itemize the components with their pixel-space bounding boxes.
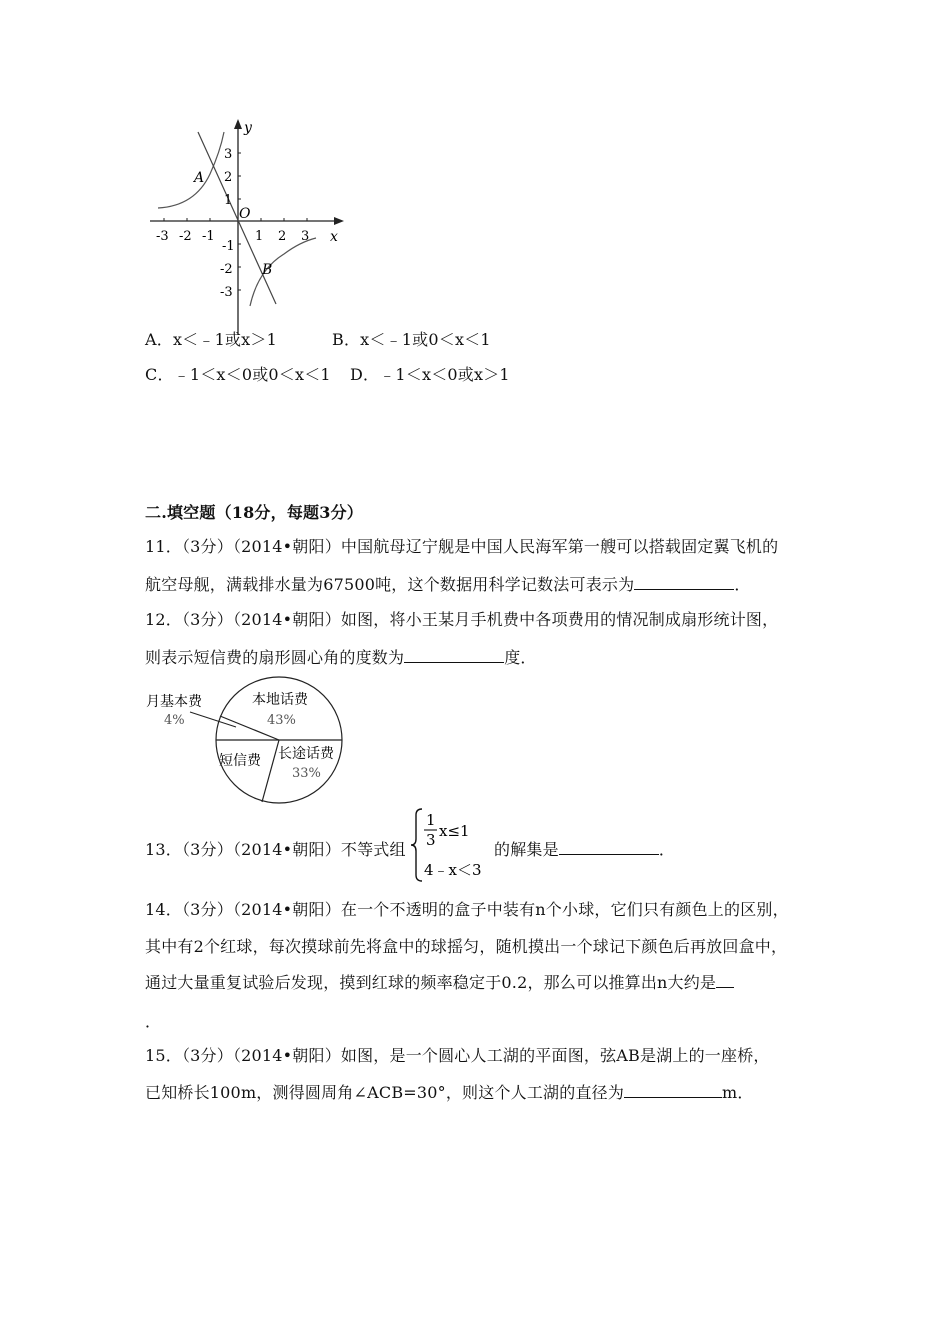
q12-end: 度． xyxy=(504,648,537,667)
option-c: C．﹣1＜x＜0或0＜x＜1 xyxy=(145,365,331,384)
q15-text: 已知桥长100m，测得圆周角∠ACB=30°，则这个人工湖的直径为 xyxy=(145,1083,625,1102)
x-tick-label: 2 xyxy=(278,229,287,244)
x-axis-arrow xyxy=(334,217,344,225)
q15-end: m． xyxy=(722,1083,754,1102)
hyperbola-right-branch xyxy=(250,238,316,306)
origin-label: O xyxy=(239,206,251,222)
pie-pct-local: 43% xyxy=(267,713,296,728)
q13-end: ． xyxy=(658,840,676,859)
y-tick-label: -1 xyxy=(222,239,235,254)
inequality-1-rest: x≤1 xyxy=(439,822,470,840)
q14-line2: 其中有2个红球，每次摸球前先将盒中的球摇匀，随机摸出一个球记下颜色后再放回盒中， xyxy=(145,937,788,956)
q15-line2 xyxy=(145,1080,754,1103)
x-tick-label: -3 xyxy=(156,229,169,244)
q13-text: 的解集是 xyxy=(494,840,559,859)
function-graph xyxy=(140,110,355,345)
y-axis-arrow xyxy=(234,119,242,129)
y-tick-label: -3 xyxy=(220,285,233,300)
pie-label-long: 长途话费 xyxy=(278,746,334,762)
point-b-label: B xyxy=(262,262,273,278)
fraction-denominator: 3 xyxy=(426,831,436,849)
q12-line1: 12．（3分）（2014•朝阳）如图，将小王某月手机费中各项费用的情况制成扇形统计图， xyxy=(145,610,779,629)
q13-post xyxy=(494,837,675,860)
q13-pre: 13．（3分）（2014•朝阳）不等式组 xyxy=(145,840,406,859)
y-tick-label: -2 xyxy=(220,262,233,277)
q14-line1: 14．（3分）（2014•朝阳）在一个不透明的盒子中装有n个小球，它们只有颜色上的区别， xyxy=(145,900,789,919)
q11-line1: 11．（3分）（2014•朝阳）中国航母辽宁舰是中国人民海军第一艘可以搭载固定翼飞机的 xyxy=(145,537,779,556)
inequality-system xyxy=(410,805,492,885)
pie-pct-monthly: 4% xyxy=(164,713,185,728)
answer-blank[interactable] xyxy=(404,648,504,663)
q14-text: 通过大量重复试验后发现，摸到红球的频率稳定于0.2，那么可以推算出n大约是 xyxy=(145,973,717,992)
q11-line2 xyxy=(145,572,751,595)
point-a-label: A xyxy=(194,170,205,186)
pie-label-sms: 短信费 xyxy=(219,753,261,769)
pie-divider xyxy=(262,740,279,802)
answer-blank[interactable] xyxy=(559,840,659,855)
y-tick-label: 3 xyxy=(224,147,233,162)
pie-chart xyxy=(142,674,357,806)
hyperbola-left-branch xyxy=(158,132,224,208)
axis-x-label: x xyxy=(330,229,338,245)
answer-blank[interactable] xyxy=(624,1083,722,1098)
pie-label-monthly: 月基本费 xyxy=(146,694,202,710)
q11-end: ． xyxy=(734,575,751,594)
q11-text: 航空母舰，满载排水量为67500吨，这个数据用科学记数法可表示为 xyxy=(145,575,635,594)
option-a: A．x＜﹣1或x＞1 xyxy=(145,330,277,349)
y-tick-label: 2 xyxy=(224,170,233,185)
x-tick-label: 3 xyxy=(301,229,310,244)
q14-line4: ． xyxy=(145,1012,162,1031)
inequality-2: 4﹣x＜3 xyxy=(424,861,482,879)
option-b: B．x＜﹣1或0＜x＜1 xyxy=(332,330,491,349)
q12-line2 xyxy=(145,645,537,668)
answer-blank[interactable] xyxy=(716,973,734,988)
q14-line3 xyxy=(145,970,734,993)
section-title: 二.填空题（18分，每题3分） xyxy=(145,503,363,522)
axis-y-label: y xyxy=(244,120,252,136)
pie-pct-long: 33% xyxy=(292,766,321,781)
left-brace xyxy=(411,809,422,881)
x-tick-label: -1 xyxy=(202,229,215,244)
q12-text: 则表示短信费的扇形圆心角的度数为 xyxy=(145,648,405,667)
pie-label-local: 本地话费 xyxy=(252,692,308,708)
x-tick-label: 1 xyxy=(255,229,264,244)
option-d: D．﹣1＜x＜0或x＞1 xyxy=(350,365,510,384)
y-tick-label: 1 xyxy=(224,193,233,208)
fraction-numerator: 1 xyxy=(426,811,436,829)
q15-line1: 15．（3分）（2014•朝阳）如图，是一个圆心人工湖的平面图，弦AB是湖上的一座桥， xyxy=(145,1046,770,1065)
answer-blank[interactable] xyxy=(634,575,734,590)
x-tick-label: -2 xyxy=(179,229,192,244)
